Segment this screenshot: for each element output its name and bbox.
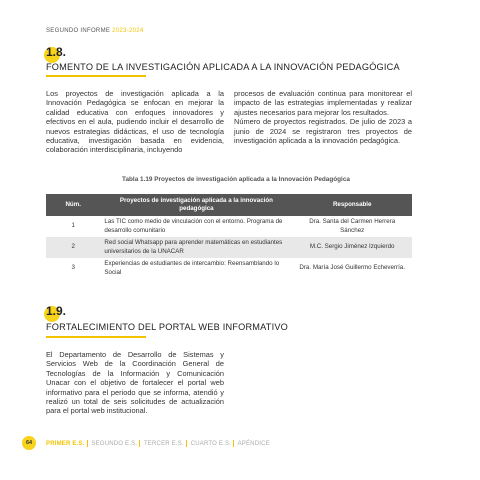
table-cell-num: 2: [46, 237, 100, 258]
section-title-underline: [46, 336, 146, 338]
section-number: 1.9.: [46, 304, 67, 318]
report-header: [46, 28, 144, 34]
projects-table: [46, 194, 412, 279]
table-cell-project: Red social Whatsapp para aprender matemáticas en estudiantes universitarios de la UNACAR: [100, 237, 292, 258]
section-body-right-p1: procesos de evaluación continua para monitorear el impacto de las estrategias implementadas y realizar ajustes necesarios para mejorar los resultados.: [234, 89, 412, 117]
footer-nav-divider: [233, 440, 234, 447]
section-number: 1.8.: [46, 45, 67, 59]
table-row: [46, 237, 412, 258]
section-title-underline: [46, 75, 146, 77]
footer-nav-item[interactable]: TERCER E.S.: [143, 441, 184, 448]
footer-nav-divider: [186, 440, 187, 447]
footer-nav-item[interactable]: PRIMER E.S.: [46, 441, 85, 448]
table-header-responsible: Responsable: [292, 194, 412, 216]
table-header-num: Núm.: [46, 194, 100, 216]
section-body-right-p2: Número de proyectos registrados. De julio de 2023 a junio de 2024 se registraron tres proyectos de investigación aplicada a la innovación pedagógica.: [234, 117, 412, 146]
section-title: FORTALECIMIENTO DEL PORTAL WEB INFORMATIVO: [46, 322, 289, 332]
report-header-label: SEGUNDO INFORME: [46, 28, 111, 34]
table-cell-project: Las TIC como medio de vinculación con el entorno. Programa de desarrollo comunitario: [100, 216, 292, 237]
report-header-years: 2023-2024: [112, 28, 144, 34]
footer-nav-divider: [87, 440, 88, 447]
table-header-row: [46, 194, 412, 216]
footer-nav-item[interactable]: CUARTO E.S.: [190, 441, 232, 448]
section-body: El Departamento de Desarrollo de Sistemas y Servicios Web de la Coordinación General de Tecnologías de la Información y Comunicación Unacar con el objetivo de fortalecer el portal web informativo para el periodo que se informa, atendió y realizó un total de seis solicitudes de actualización para el portal web institucional.: [46, 350, 224, 416]
table-header-project: Proyectos de investigación aplicada a la innovación pedagógica: [100, 194, 292, 216]
table-cell-responsible: M.C. Sergio Jiménez Izquierdo: [292, 237, 412, 258]
table-row: [46, 258, 412, 279]
table-cell-responsible: Dra. María José Guillermo Echeverría.: [292, 258, 412, 279]
table-cell-num: 3: [46, 258, 100, 279]
section-body-left: Los proyectos de investigación aplicada a la Innovación Pedagógica se enfocan en mejorar la calidad educativa con enfoques innovadores y efectivos en el aula, pudiendo incluir el desarrollo de nuevos estrategias didácticas, el uso de tecnología educativa, investigación basada en evidencia, colaboración interdisciplinaria, incluyendo: [46, 89, 224, 155]
footer-nav-divider: [139, 440, 140, 447]
section-body-right: [234, 89, 412, 145]
table-cell-project: Experiencias de estudiantes de intercambio: Reensamblando lo Social: [100, 258, 292, 279]
footer-nav-item[interactable]: SEGUNDO E.S.: [91, 441, 138, 448]
footer-nav-item[interactable]: APÉNDICE: [237, 441, 270, 448]
page-number: 64: [22, 436, 36, 450]
table-row: [46, 216, 412, 237]
table-cell-num: 1: [46, 216, 100, 237]
table-caption: Tabla 1.19 Proyectos de investigación aplicada a la Innovación Pedagógica: [122, 176, 350, 183]
footer-nav: [46, 440, 270, 447]
table-cell-responsible: Dra. Santa del Carmen Herrera Sánchez: [292, 216, 412, 237]
section-title: FOMENTO DE LA INVESTIGACIÓN APLICADA A LA INNOVACIÓN PEDAGÓGICA: [46, 62, 400, 72]
